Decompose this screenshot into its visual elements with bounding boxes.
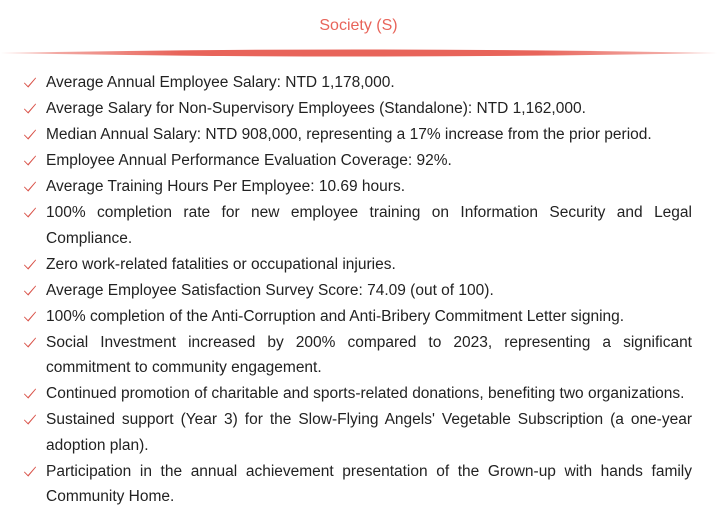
- list-item: [22, 459, 692, 510]
- list-item: [22, 200, 692, 251]
- checkmark-icon: [23, 309, 37, 323]
- list-item: [22, 381, 692, 407]
- checkmark-icon: [23, 412, 37, 426]
- list-item-text: Employee Annual Performance Evaluation Coverage: 92%.: [46, 152, 452, 169]
- list-item-text: Participation in the annual achievement presentation of the Grown-up with hands family Community Home.: [46, 462, 692, 505]
- checkmark-icon: [23, 386, 37, 400]
- list-item-text: Average Training Hours Per Employee: 10.69 hours.: [46, 178, 405, 195]
- checkmark-icon: [23, 283, 37, 297]
- list-item: [22, 252, 692, 278]
- checkmark-icon: [23, 101, 37, 115]
- list-item: [22, 70, 692, 96]
- list-item: [22, 278, 692, 304]
- bullet-list: [22, 70, 692, 510]
- list-item-text: Sustained support (Year 3) for the Slow-Flying Angels' Vegetable Subscription (a one-year adoption plan).: [46, 411, 692, 454]
- checkmark-icon: [23, 335, 37, 349]
- list-item: [22, 407, 692, 458]
- list-item-text: Zero work-related fatalities or occupational injuries.: [46, 255, 396, 273]
- checkmark-icon: [23, 257, 37, 271]
- list-item-text: Average Employee Satisfaction Survey Score: 74.09 (out of 100).: [46, 281, 494, 299]
- list-item-text: Median Annual Salary: NTD 908,000, representing a 17% increase from the prior period.: [46, 126, 652, 143]
- checkmark-icon: [23, 153, 37, 167]
- list-item: [22, 174, 692, 200]
- list-item: [22, 304, 692, 330]
- list-item: [22, 96, 692, 122]
- list-item: [22, 330, 692, 381]
- list-item-text: 100% completion rate for new employee training on Information Security and Legal Compliance.: [46, 204, 692, 247]
- list-item: [22, 148, 692, 174]
- section-title: Society (S): [319, 17, 398, 34]
- checkmark-icon: [23, 205, 37, 219]
- list-item-text: Average Annual Employee Salary: NTD 1,178,000.: [46, 74, 395, 91]
- checkmark-icon: [23, 179, 37, 193]
- checkmark-icon: [23, 75, 37, 89]
- checkmark-icon: [23, 127, 37, 141]
- list-item-text: Average Salary for Non-Supervisory Employees (Standalone): NTD 1,162,000.: [46, 100, 586, 117]
- list-item-text: Continued promotion of charitable and sports-related donations, benefiting two organizations.: [46, 385, 685, 402]
- list-item-text: Social Investment increased by 200% compared to 2023, representing a significant commitment to community engagement.: [46, 333, 692, 376]
- title-divider: [0, 47, 717, 59]
- list-item: [22, 122, 692, 148]
- checkmark-icon: [23, 464, 37, 478]
- list-item-text: 100% completion of the Anti-Corruption and Anti-Bribery Commitment Letter signing.: [46, 307, 625, 325]
